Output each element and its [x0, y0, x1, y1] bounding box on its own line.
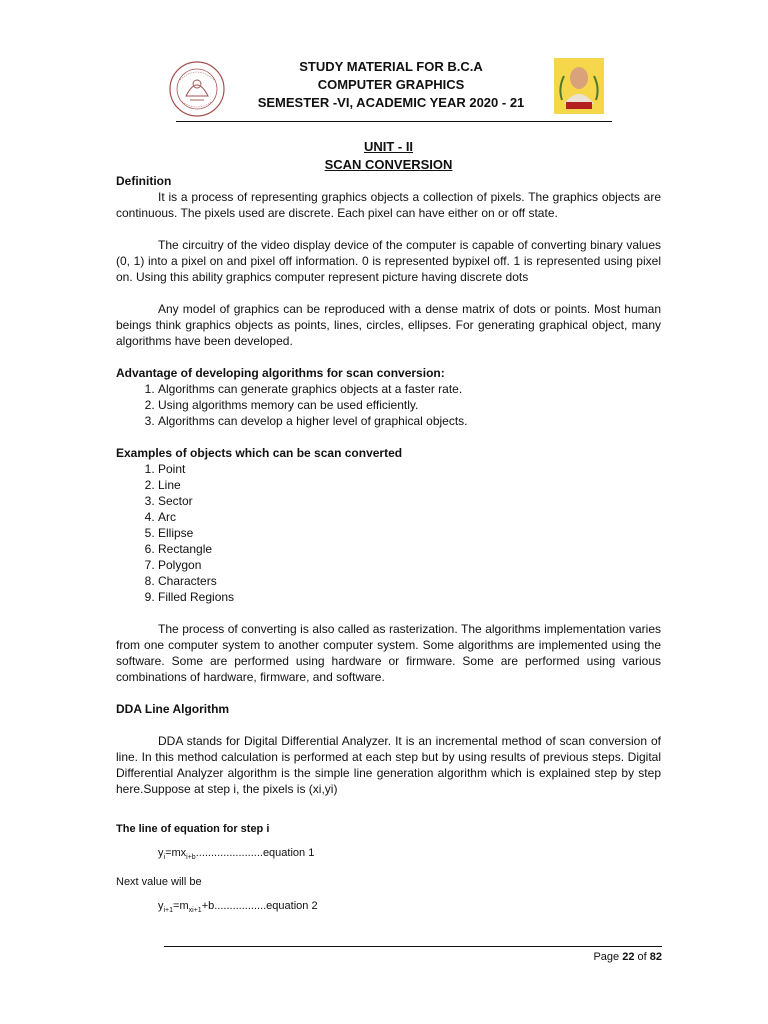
- advantages-heading: Advantage of developing algorithms for scan conversion:: [116, 366, 445, 380]
- list-item: 2. Using algorithms memory can be used efficiently.: [158, 397, 661, 413]
- equation-heading: The line of equation for step i: [116, 823, 270, 835]
- advantages-list: [116, 381, 661, 429]
- equation-1: $y_i=mx_{i+b}......................equation$ 1: [158, 847, 315, 862]
- list-item: 4. Arc: [158, 509, 661, 525]
- list-item: 6. Rectangle: [158, 541, 661, 557]
- examples-heading: Examples of objects which can be scan converted: [116, 446, 403, 460]
- definition-paragraph-3: Any model of graphics can be reproduced with a dense matrix of dots or points. Most human beings think graphics objects as points, lines, circles, ellipses. For generating graphical object, many algorithms have been developed.: [116, 302, 661, 348]
- list-item: 3. Algorithms can develop a higher level of graphical objects.: [158, 413, 661, 429]
- definition-heading: Definition: [116, 174, 172, 188]
- footer-divider: [164, 946, 662, 947]
- definition-paragraph-2: The circuitry of the video display device of the computer is capable of converting binary values (0, 1) into a pixel on and pixel off information. 0 is represented bypixel off. 1 is represented using pixel on. Using this ability graphics computer represent picture having discrete dots: [116, 238, 661, 284]
- list-item: 3. Sector: [158, 493, 661, 509]
- list-item: 5. Ellipse: [158, 525, 661, 541]
- page-number: Page 22 of 82: [593, 951, 662, 963]
- definition-paragraph-1: It is a process of representing graphics objects a collection of pixels. The graphics objects are continuous. The pixels used are discrete. Each pixel can have either on or off state.: [116, 190, 661, 220]
- header-titles: [236, 58, 546, 112]
- header-line-2: COMPUTER GRAPHICS: [317, 77, 465, 92]
- list-item: 1. Algorithms can generate graphics objects at a faster rate.: [158, 381, 661, 397]
- list-item: 8. Characters: [158, 573, 661, 589]
- next-value-label: Next value will be: [116, 876, 202, 889]
- header-line-3: SEMESTER -VI, ACADEMIC YEAR 2020 - 21: [257, 95, 525, 110]
- dda-heading: DDA Line Algorithm: [116, 702, 230, 716]
- rasterization-paragraph: The process of converting is also called as rasterization. The algorithms implementation varies from one computer system to another computer system. Some algorithms are implemented using the software. Some are performed using hardware or firmware. Some are performed using various combinations of hardware, firmware, and software.: [116, 622, 661, 684]
- unit-title: UNIT - II: [363, 139, 414, 154]
- list-item: 7. Polygon: [158, 557, 661, 573]
- list-item: 2. Line: [158, 477, 661, 493]
- unit-subtitle: SCAN CONVERSION: [324, 157, 453, 172]
- header-line-1: STUDY MATERIAL FOR B.C.A: [299, 59, 483, 74]
- examples-list: [116, 461, 661, 605]
- dda-paragraph: DDA stands for Digital Differential Analyzer. It is an incremental method of scan conversion of line. In this method calculation is performed at each step but by using results of previous steps. Digital Differential Analyzer algorithm is the simple line generation algorithm which is explained step by step here.Suppose at step i, the pixels is (xi,yi): [116, 734, 661, 796]
- list-item: 9. Filled Regions: [158, 589, 661, 605]
- equation-2: $y_{i+1}=m_{xi+1}+b.................equation$ 2: [158, 900, 318, 915]
- university-seal-icon: [168, 60, 226, 118]
- list-item: 1. Point: [158, 461, 661, 477]
- portrait-emblem-icon: [554, 58, 604, 114]
- document-body: [116, 132, 661, 919]
- header-divider: [176, 121, 612, 122]
